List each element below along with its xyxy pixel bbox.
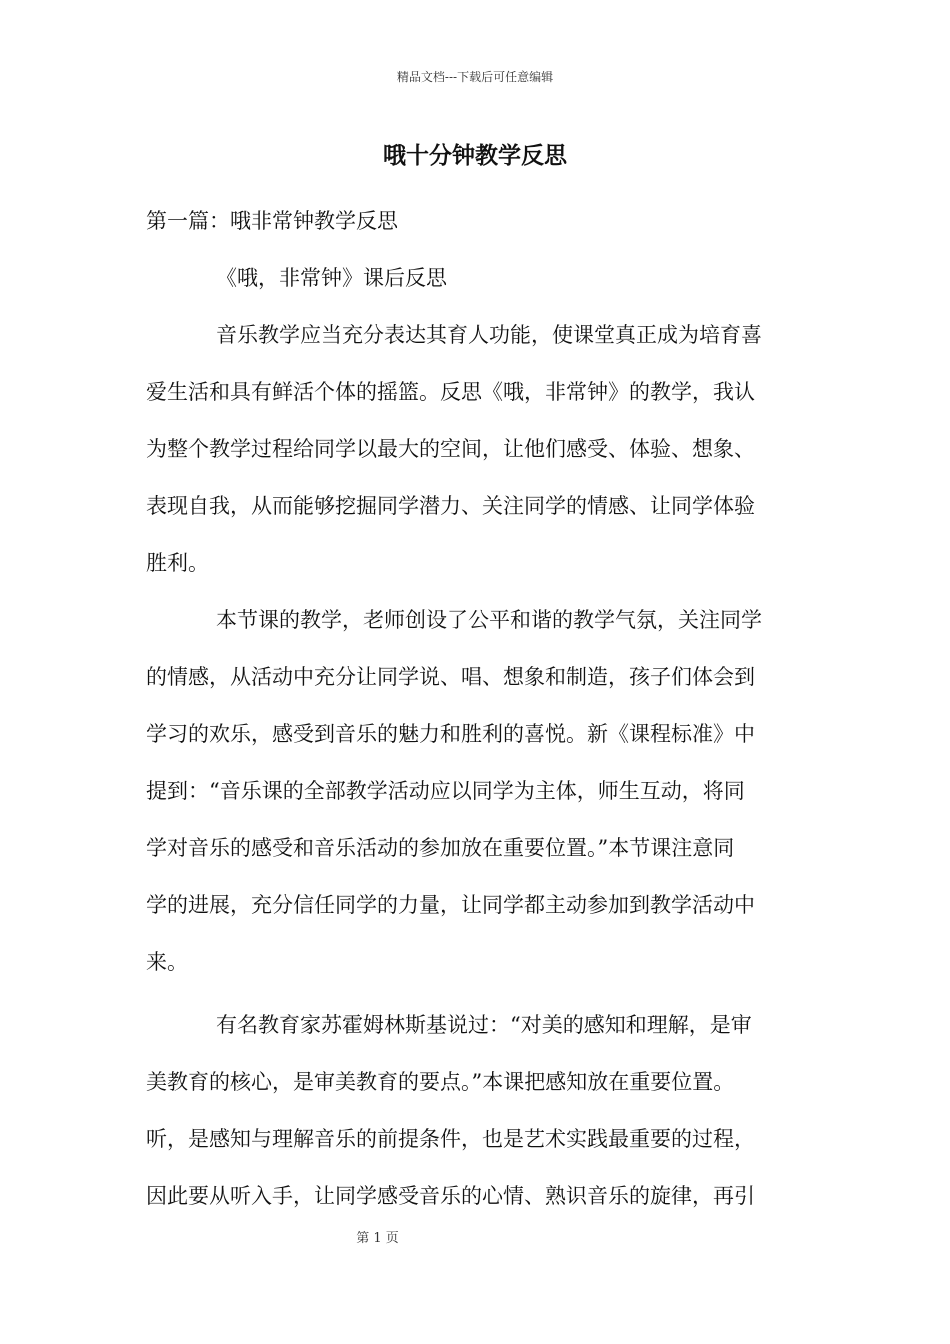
body-line: 有名教育家苏霍姆林斯基说过：“对美的感知和理解，是审	[216, 1013, 752, 1037]
body-line: 胜利。	[146, 551, 209, 575]
body-line: 因此要从听入手，让同学感受音乐的心情、熟识音乐的旋律，再引	[146, 1184, 755, 1208]
body-line: 学习的欢乐，感受到音乐的魅力和胜利的喜悦。新《课程标准》中	[146, 722, 755, 746]
body-line: 学的进展，充分信任同学的力量，让同学都主动参加到教学活动中	[146, 893, 755, 917]
body-line: 表现自我，从而能够挖掘同学潜力、关注同学的情感、让同学体验	[146, 494, 755, 518]
body-line: 的情感，从活动中充分让同学说、唱、想象和制造，孩子们体会到	[146, 665, 755, 689]
page-number: 第 1 页	[356, 1231, 399, 1246]
body-line: 为整个教学过程给同学以最大的空间，让他们感受、体验、想象、	[146, 437, 755, 461]
body-line: 音乐教学应当充分表达其育人功能，使课堂真正成为培育喜	[216, 323, 762, 347]
section-heading: 第一篇：哦非常钟教学反思	[146, 209, 398, 233]
body-line: 爱生活和具有鲜活个体的摇篮。反思《哦，非常钟》的教学，我认	[146, 380, 755, 404]
body-line: 来。	[146, 950, 188, 974]
body-line: 美教育的核心，是审美教育的要点。”本课把感知放在重要位置。	[146, 1070, 735, 1094]
body-line: 本节课的教学，老师创设了公平和谐的教学气氛，关注同学	[216, 608, 762, 632]
body-line: 学对音乐的感受和音乐活动的参加放在重要位置。”本节课注意同	[146, 836, 735, 860]
page-header: 精品文档---下载后可任意编辑	[396, 70, 554, 84]
subheading: 《哦，非常钟》课后反思	[216, 266, 447, 290]
body-line: 提到：“音乐课的全部教学活动应以同学为主体，师生互动，将同	[146, 779, 745, 803]
document-title: 哦十分钟教学反思	[383, 142, 567, 169]
body-line: 听，是感知与理解音乐的前提条件，也是艺术实践最重要的过程，	[146, 1127, 755, 1151]
